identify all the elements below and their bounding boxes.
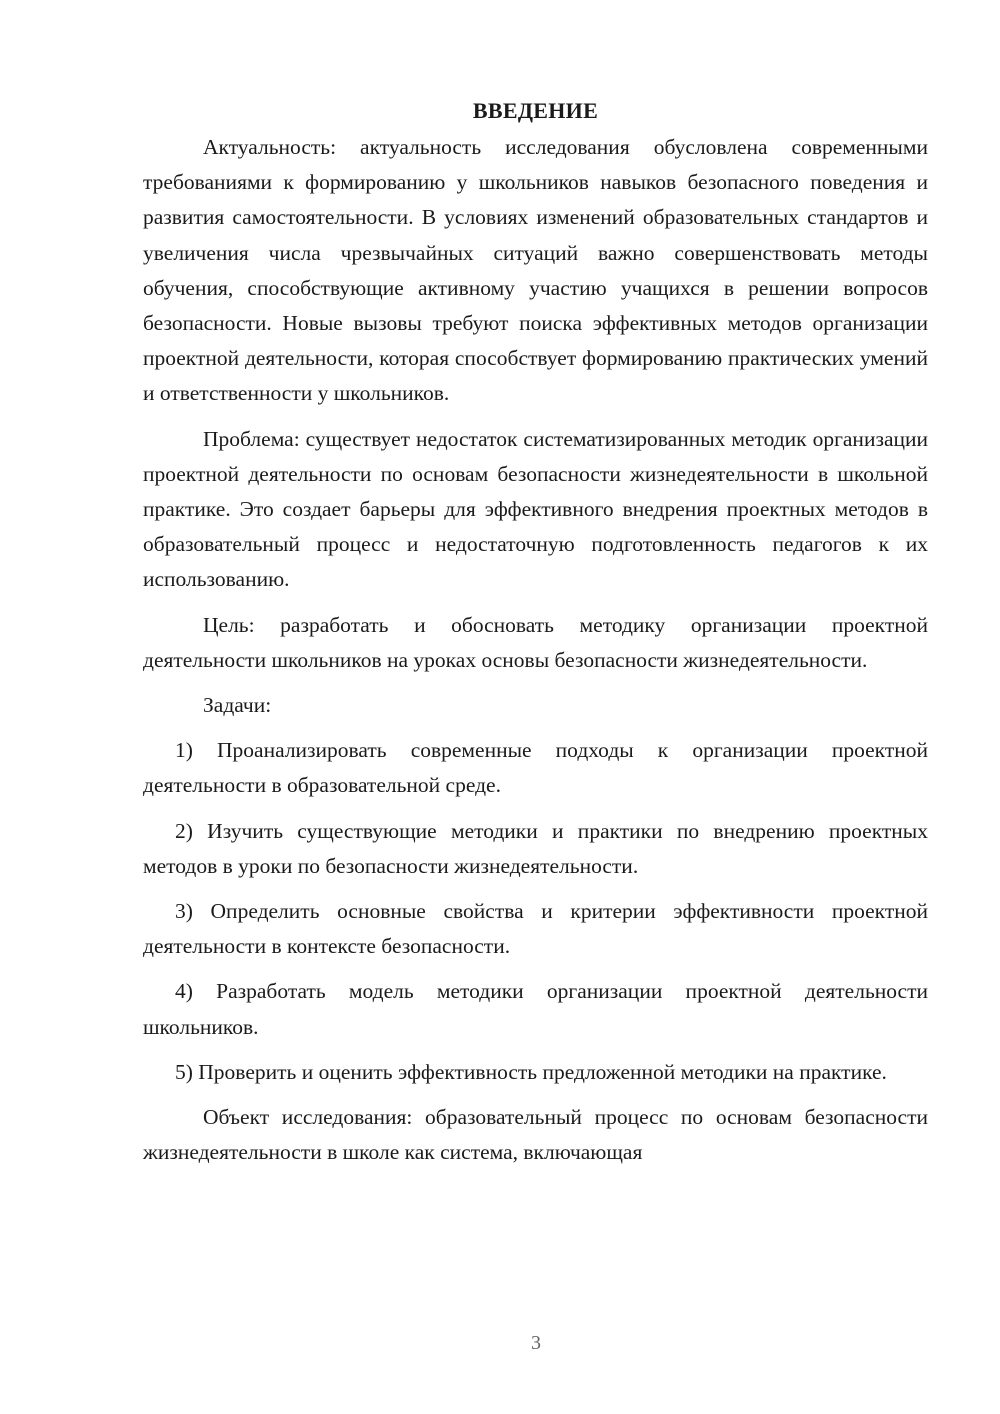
tasks-heading: Задачи: <box>203 693 272 718</box>
task-item-4: 4) Разработать модель методики организации проектной деятельности школьников. <box>143 979 928 1039</box>
task-item-2: 2) Изучить существующие методики и практики по внедрению проектных методов в уроки по безопасности жизнедеятельности. <box>143 818 928 878</box>
document-page <box>143 95 928 1180</box>
task-item-3: 3) Определить основные свойства и критерии эффективности проектной деятельности в контексте безопасности. <box>143 899 928 959</box>
relevance-paragraph: Актуальность: актуальность исследования обусловлена современными требованиями к формированию у школьников навыков безопасного поведения и развития самостоятельности. В условиях изменений образовательных стандартов и увеличения числа чрезвычайных ситуаций важно совершенствовать методы обучения, способствующие активному участию учащихся в решении вопросов безопасности. Новые вызовы требуют поиска эффективных методов организации проектной деятельности, которая способствует формированию практических умений и ответственности у школьников. <box>143 135 928 406</box>
task-item-5: 5) Проверить и оценить эффективность предложенной методики на практике. <box>175 1059 887 1084</box>
object-paragraph: Объект исследования: образовательный процесс по основам безопасности жизнедеятельности в школе как система, включающая <box>143 1105 928 1165</box>
page-title: ВВЕДЕНИЕ <box>472 98 599 123</box>
task-item-1: 1) Проанализировать современные подходы к организации проектной деятельности в образовательной среде. <box>143 738 928 798</box>
page-number: 3 <box>531 1332 541 1354</box>
problem-paragraph: Проблема: существует недостаток систематизированных методик организации проектной деятельности по основам безопасности жизнедеятельности в школьной практике. Это создает барьеры для эффективного внедрения проектных методов в образовательный процесс и недостаточную подготовленность педагогов к их использованию. <box>143 426 928 592</box>
goal-paragraph: Цель: разработать и обосновать методику организации проектной деятельности школьников на уроках основы безопасности жизнедеятельности. <box>143 612 928 672</box>
